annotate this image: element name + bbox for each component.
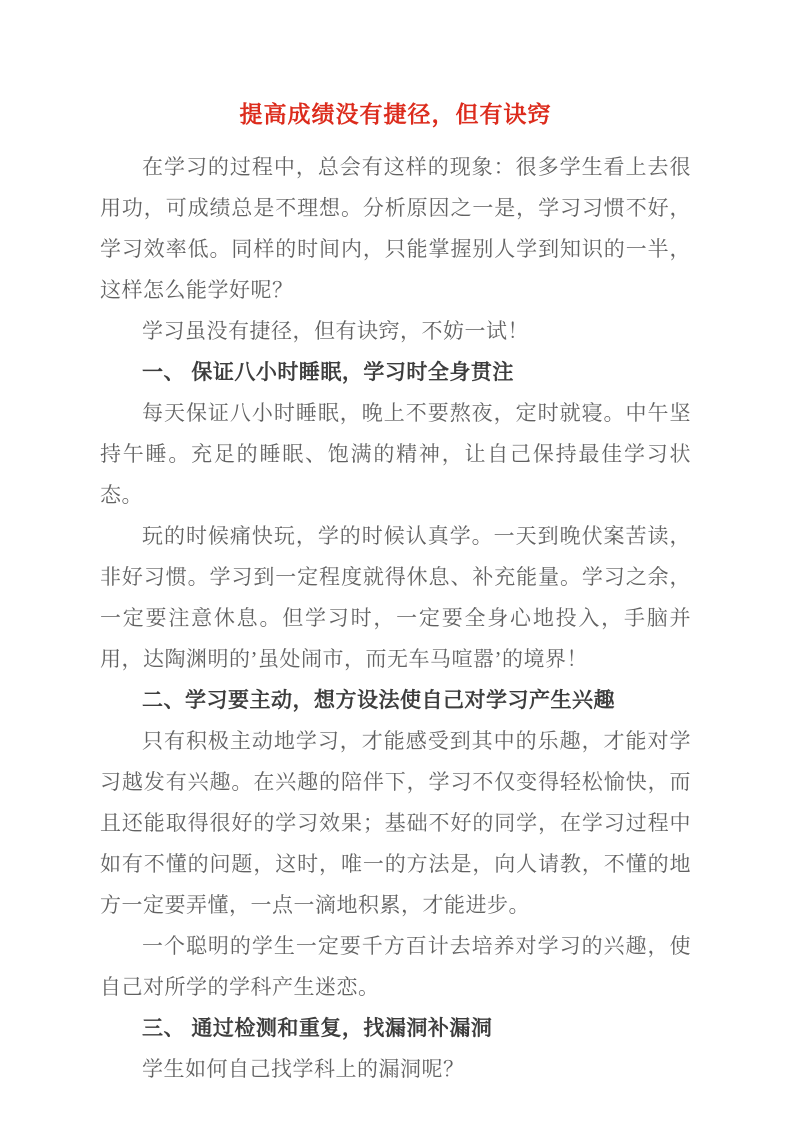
document-title: 提高成绩没有捷径，但有诀窍 <box>239 101 552 127</box>
paragraph-smart-student: 一个聪明的学生一定要千方百计去培养对学习的兴趣，使自己对所学的学科产生迷恋。 <box>100 934 691 999</box>
paragraph-sleep: 每天保证八小时睡眠，晚上不要熬夜，定时就寝。中午坚持午睡。充足的睡眠、饱满的精神，让自己保持最佳学习状态。 <box>100 401 691 507</box>
paragraph-intro: 在学习的过程中，总会有这样的现象：很多学生看上去很用功，可成绩总是不理想。分析原因之一是，学习习惯不好，学习效率低。同样的时间内，只能掌握别人学到知识的一半，这样怎么能学好呢？ <box>100 155 691 302</box>
section-heading-3: 三、 通过检测和重复，找漏洞补漏洞 <box>142 1017 493 1040</box>
section-heading-1: 一、 保证八小时睡眠，学习时全身贯注 <box>142 361 514 384</box>
paragraph-lead-in: 学习虽没有捷径，但有诀窍，不妨一试！ <box>142 319 529 343</box>
section-heading-2: 二、学习要主动，想方设法使自己对学习产生兴趣 <box>142 689 615 712</box>
paragraph-play-study: 玩的时候痛快玩，学的时候认真学。一天到晚伏案苦读，非好习惯。学习到一定程度就得休息、补充能量。学习之余，一定要注意休息。但学习时，一定要全身心地投入，手脑并用，达陶渊明的’虽处闹市，而无车马喧嚣’的境界！ <box>100 524 691 671</box>
paragraph-find-gaps-question: 学生如何自己找学科上的漏洞呢？ <box>142 1057 465 1081</box>
paragraph-active-learning: 只有积极主动地学习，才能感受到其中的乐趣，才能对学习越发有兴趣。在兴趣的陪伴下，学习不仅变得轻松愉快，而且还能取得很好的学习效果；基础不好的同学，在学习过程中如有不懂的问题，这时，唯一的方法是，向人请教，不懂的地方一定要弄懂，一点一滴地积累，才能进步。 <box>100 729 691 917</box>
